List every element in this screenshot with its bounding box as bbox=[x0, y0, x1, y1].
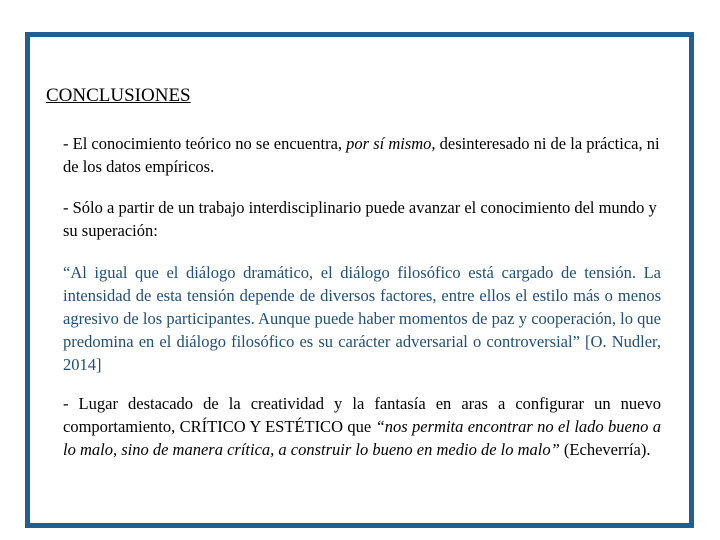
page-title: CONCLUSIONES bbox=[46, 85, 191, 106]
paragraph-text: desinteresado ni de la práctica, ni de los datos empíricos. bbox=[63, 134, 660, 176]
slide-frame bbox=[25, 32, 694, 528]
paragraph-conocimiento-teorico bbox=[63, 132, 661, 178]
paragraph-text: - Lugar destacado de la creatividad y la fantasía en aras a configurar un nuevo comportamiento, CRÍTICO Y ESTÉTICO que bbox=[63, 394, 661, 436]
paragraph-text: (Echeverría). bbox=[559, 440, 651, 459]
paragraph-trabajo-interdisciplinario: - Sólo a partir de un trabajo interdisciplinario puede avanzar el conocimiento del mundo y su superación: bbox=[63, 198, 657, 240]
paragraph-creatividad bbox=[63, 392, 661, 461]
paragraph-text: - El conocimiento teórico no se encuentra, bbox=[63, 134, 347, 153]
italic-quote: “nos permita encontrar no el lado bueno a lo malo, sino de manera crítica, a construir lo bueno en medio de lo malo” bbox=[63, 417, 661, 459]
quote-nudler: “Al igual que el diálogo dramático, el diálogo filosófico está cargado de tensión. La intensidad de esta tensión depende de diversos factores, entre ellos el estilo más o menos agresivo de los participantes. Aunque puede haber momentos de paz y cooperación, lo que predomina en el diálogo filosófico es su carácter adversarial o controversial” [O. Nudler, 2014] bbox=[63, 263, 661, 374]
italic-text: por sí mismo, bbox=[346, 134, 436, 153]
